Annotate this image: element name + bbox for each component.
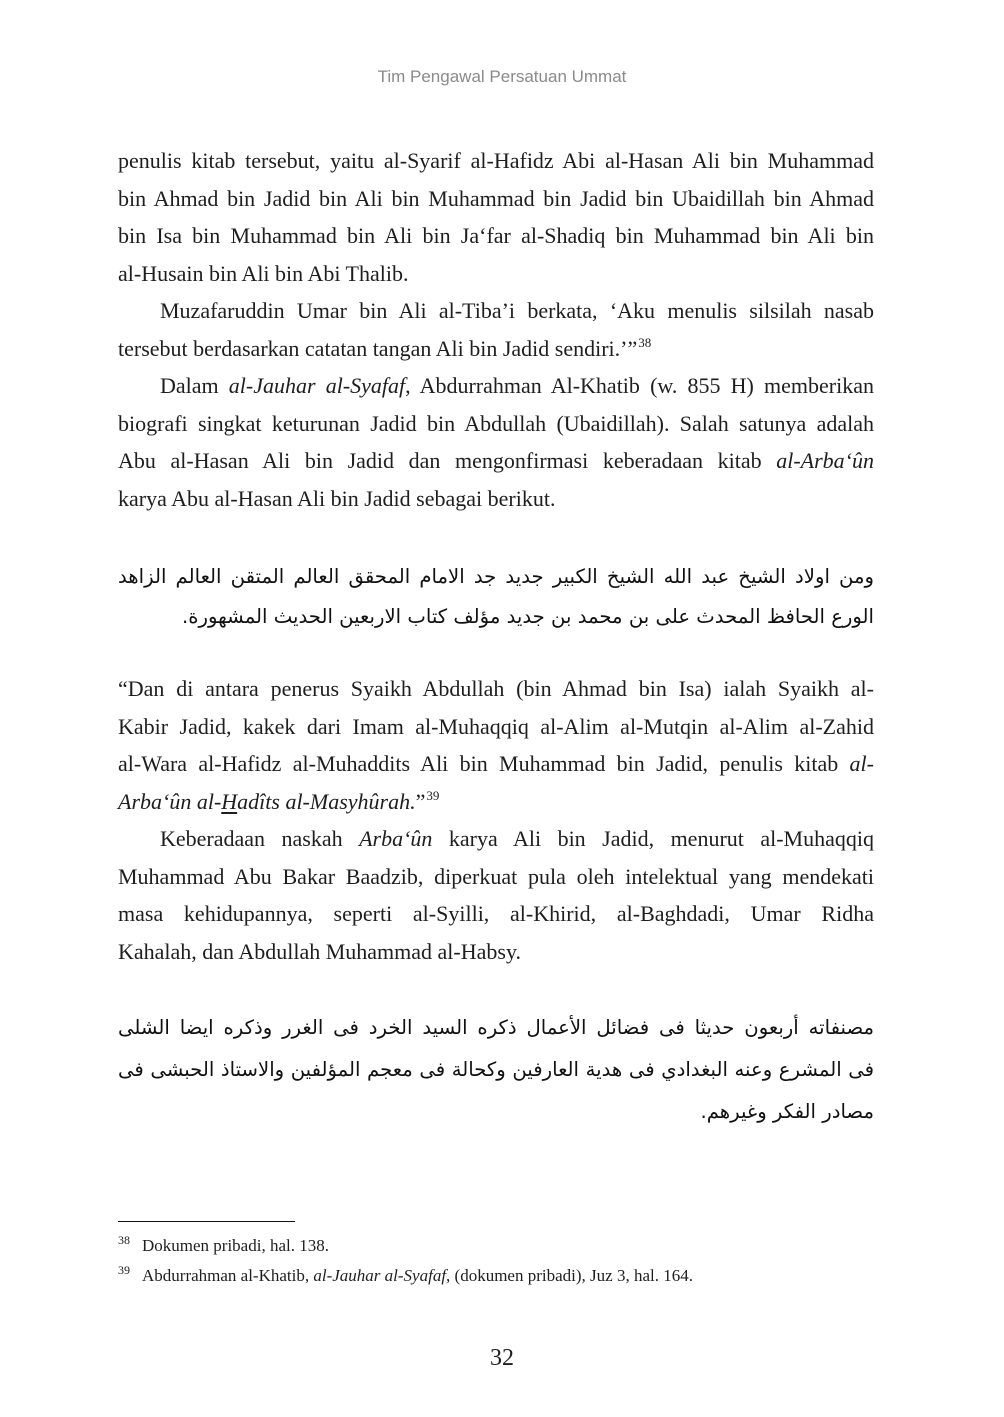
text-line (118, 330, 874, 368)
italic-book-title: al-Jauhar al-Syafaf (228, 373, 406, 398)
page-number: 32 (490, 1345, 514, 1371)
body-text-upper (118, 142, 874, 517)
translation-quote (118, 670, 874, 820)
footnote-39 (118, 1261, 874, 1291)
footnote-text: , (dokumen pribadi), Juz 3, hal. 164. (446, 1266, 693, 1285)
footnote-divider (118, 1221, 295, 1222)
italic-book-title: Arba‘ûn al- (118, 788, 222, 814)
italic-book-title: adîts al-Masyhûrah. (237, 788, 416, 814)
arabic-line: ومن اولاد الشيخ عبد الله الشيخ الكبير جديد جد الامام المحقق العالم المتقن العالم الزاهد (118, 565, 874, 588)
text-run: tersebut berdasarkan catatan tangan Ali bin Jadid sendiri.’” (118, 335, 638, 361)
text-run: Keberadaan naskah (160, 826, 360, 851)
footnote-text: Dokumen pribadi, hal. 138. (142, 1236, 329, 1255)
italic-book-title: al-Arba‘ûn (776, 448, 874, 473)
text-run: ” (415, 788, 426, 814)
paragraph-5 (118, 820, 874, 970)
running-header: Tim Pengawal Persatuan Ummat (377, 67, 627, 86)
arabic-line: فى المشرع وعنه البغدادي فى هدية العارفين وكحالة فى معجم المؤلفين والاستاذ الحبشى فى (118, 1058, 874, 1081)
text-line: bin Ahmad bin Jadid bin Ali bin Muhammad bin Jadid bin Ubaidillah bin Ahmad (118, 185, 874, 211)
text-line (118, 367, 874, 405)
text-line: masa kehidupannya, seperti al-Syilli, al-Khirid, al-Baghdadi, Umar Ridha (118, 901, 874, 926)
footnote-number: 39 (118, 1263, 130, 1277)
text-line: Kabir Jadid, kakek dari Imam al-Muhaqqiq al-Alim al-Mutqin al-Alim al-Zahid (118, 713, 874, 739)
text-line: Muzafaruddin Umar bin Ali al-Tiba’i berkata, ‘Aku menulis silsilah nasab (160, 298, 874, 323)
italic-book-title: al- (849, 751, 874, 776)
text-run: karya Ali bin Jadid, menurut al-Muhaqqiq (432, 826, 874, 851)
text-run: Abu al-Hasan Ali bin Jadid dan mengonfirmasi keberadaan kitab (118, 448, 777, 473)
italic-book-title: Arba‘ûn (359, 826, 433, 851)
arabic-line: مصادر الفكر وغيرهم. (700, 1100, 874, 1123)
footnote-ref-39: 39 (426, 788, 440, 804)
underlined-letter: H (221, 788, 238, 814)
arabic-quotation-2 (118, 1007, 874, 1133)
text-run: Dalam (160, 373, 229, 398)
text-line: Muhammad Abu Bakar Baadzib, diperkuat pula oleh intelektual yang mendekati (118, 863, 874, 889)
footnote-text: Abdurrahman al-Khatib, (142, 1266, 314, 1285)
body-text-middle (118, 670, 874, 970)
text-line (118, 442, 874, 480)
footnotes (118, 1231, 874, 1291)
text-run: al-Wara al-Hafidz al-Muhaddits Ali bin Muhammad bin Jadid, penulis kitab (118, 751, 850, 776)
italic-book-title: al-Jauhar al-Syafaf (313, 1266, 447, 1285)
text-line (118, 820, 874, 858)
arabic-line: الورع الحافظ المحدث على بن محمد بن جديد مؤلف كتاب الاربعين الحديث المشهورة. (181, 605, 874, 628)
footnote-38 (118, 1231, 874, 1261)
text-line: al-Husain bin Ali bin Abi Thalib. (118, 260, 409, 286)
text-line: “Dan di antara penerus Syaikh Abdullah (bin Ahmad bin Isa) ialah Syaikh al- (118, 676, 874, 701)
text-line: bin Isa bin Muhammad bin Ali bin Ja‘far al-Shadiq bin Muhammad bin Ali bin (118, 223, 874, 248)
arabic-line: مصنفاته أربعون حديثا فى فضائل الأعمال ذكره السيد الخرد فى الغرر وذكره ايضا الشلى (118, 1016, 874, 1039)
text-line (118, 745, 874, 783)
text-line: Kahalah, dan Abdullah Muhammad al-Habsy. (118, 938, 522, 964)
footnote-ref-38: 38 (638, 335, 652, 351)
text-line: karya Abu al-Hasan Ali bin Jadid sebagai berikut. (118, 485, 556, 511)
paragraph-3 (118, 367, 874, 517)
text-line: biografi singkat keturunan Jadid bin Abdullah (Ubaidillah). Salah satunya adalah (118, 410, 874, 436)
arabic-quotation-1 (118, 557, 874, 637)
paragraph-1 (118, 142, 874, 292)
text-line: penulis kitab tersebut, yaitu al-Syarif al-Hafidz Abi al-Hasan Ali bin Muhammad (118, 148, 874, 173)
text-line (118, 783, 874, 821)
footnote-number: 38 (118, 1233, 130, 1247)
paragraph-2 (118, 292, 874, 367)
text-run: , Abdurrahman Al-Khatib (w. 855 H) memberikan (405, 373, 874, 398)
